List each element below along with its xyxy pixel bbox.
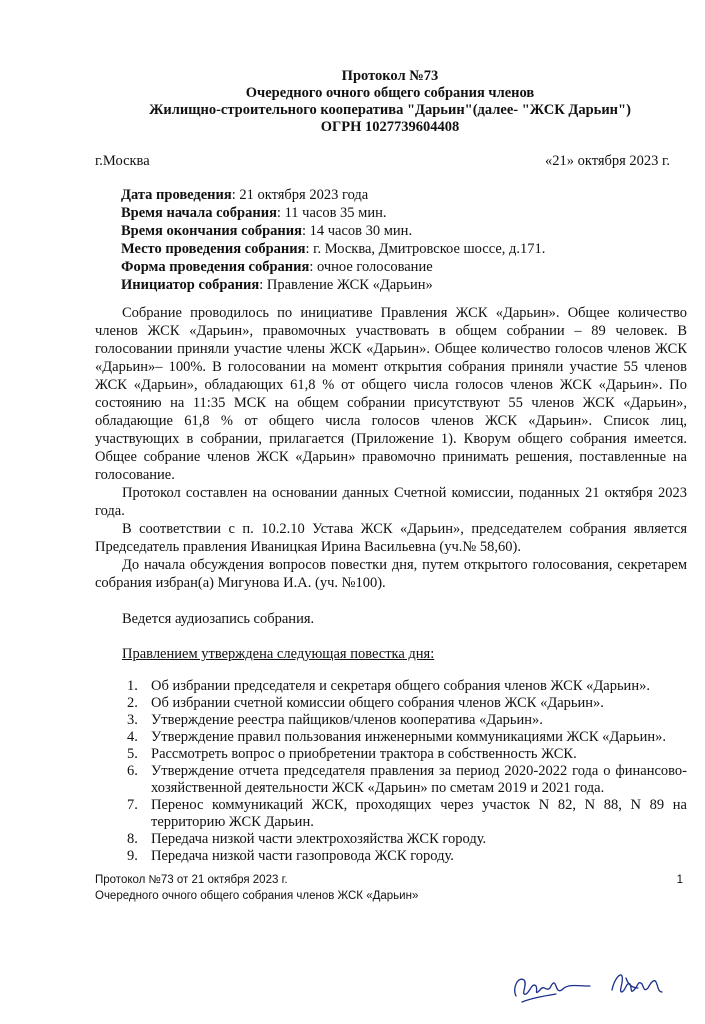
agenda-item-text: Передача низкой части газопровода ЖСК городу. [151,848,454,864]
document-header [60,68,705,136]
meeting-type: Очередного очного общего собрания членов [245,85,535,101]
meta-row [121,258,545,276]
agenda-item [95,848,687,865]
agenda-item-text: Об избрании счетной комиссии общего собрания членов ЖСК «Дарьин». [151,695,604,711]
secretary-signature [612,975,662,992]
meta-label: Дата проведения [121,187,232,203]
meta-value: : Правление ЖСК «Дарьин» [259,277,433,293]
meta-label: Форма проведения собрания [121,259,310,275]
agenda-item-text: Утверждение правил пользования инженерными коммуникациями ЖСК «Дарьин». [151,729,666,745]
meta-row [121,186,545,204]
agenda-item-number: 5. [127,746,138,762]
quorum-section [95,304,687,520]
meta-label: Время начала собрания [121,205,277,221]
signatures [508,962,678,1012]
agenda-item-number: 6. [127,763,138,779]
meta-value: : 21 октября 2023 года [231,187,369,203]
agenda-item-text: Утверждение отчета председателя правления за период 2020-2022 года о финансово-хозяйственной деятельности ЖСК «Дарьин» по сметам 2019 и 2021 года. [151,763,687,796]
ogrn: ОГРН 1027739604408 [320,119,460,135]
chairman-paragraph: В соответствии с п. 10.2.10 Устава ЖСК «Дарьин», председателем собрания является Председатель правления Иваницкая Ирина Васильевна (уч.№ 58,60). [95,521,687,555]
secretary-paragraph: До начала обсуждения вопросов повестки дня, путем открытого голосования, секретарем собрания избран(а) Мигунова И.А. (уч. №100). [95,557,687,591]
meta-value: : 14 часов 30 мин. [301,223,413,239]
agenda-item-number: 1. [127,678,138,694]
agenda-item [95,763,687,797]
agenda-item [95,831,687,848]
footer-protocol-line: Протокол №73 от 21 октября 2023 г. [95,874,288,886]
agenda-list [95,678,687,865]
agenda-title: Правлением утверждена следующая повестка дня: [122,646,435,662]
meta-row [121,204,545,222]
meta-row [121,240,545,258]
meta-label: Время окончания собрания [121,223,302,239]
document-date: «21» октября 2023 г. [544,153,670,169]
footer-meeting-line: Очередного очного общего собрания членов ЖСК «Дарьин» [95,890,419,902]
agenda-item-number: 3. [127,712,138,728]
meeting-details [121,186,545,294]
agenda-item [95,797,687,831]
agenda-item-text: Передача низкой части электрохозяйства ЖСК городу. [151,831,487,847]
agenda-item-text: Перенос коммуникаций ЖСК, проходящих через участок N 82, N 88, N 89 на территорию ЖСК Дарьин. [151,797,687,830]
agenda-item-text: Об избрании председателя и секретаря общего собрания членов ЖСК «Дарьин». [151,678,650,694]
agenda-item [95,729,687,746]
meta-label: Инициатор собрания [121,277,260,293]
agenda-item-text: Рассмотреть вопрос о приобретении трактора в собственность ЖСК. [151,746,577,762]
meta-value: : очное голосование [309,259,433,275]
meta-value: : 11 часов 35 мин. [276,205,387,221]
meta-row [121,276,545,294]
meta-row [121,222,545,240]
counting-commission-paragraph: Протокол составлен на основании данных Счетной комиссии, поданных 21 октября 2023 года. [95,485,687,519]
agenda-item-number: 4. [127,729,138,745]
agenda-item-number: 7. [127,797,138,813]
agenda-item-number: 9. [127,848,138,864]
quorum-paragraph: Собрание проводилось по инициативе Правления ЖСК «Дарьин». Общее количество членов ЖСК «Дарьин», правомочных участвовать в общем собрании – 89 человек. В голосовании приняли участие члены ЖСК «Дарьин». Общее количество голосов членов ЖСК «Дарьин»– 100%. В голосовании на момент открытия собрания приняли участие 55 членов ЖСК «Дарьин», обладающих 61,8 % от общего числа голосов членов ЖСК «Дарьин». По состоянию на 11:35 МСК на общем собрании присутствуют 55 членов ЖСК «Дарьин», обладающие 61,8 % от общего числа голосов членов ЖСК «Дарьин». Список лиц, участвующих в собрании, прилагается (Приложение 1). Кворум общего собрания имеется. Общее собрание членов ЖСК «Дарьин» правомочно принимать решения, поставленные на голосование. [95,305,687,483]
page-number: 1 [676,874,683,886]
meta-value: : г. Москва, Дмитровское шоссе, д.171. [305,241,546,257]
agenda-item [95,746,687,763]
agenda-item-number: 8. [127,831,138,847]
meta-label: Место проведения собрания [121,241,306,257]
agenda-item [95,712,687,729]
agenda-item-text: Утверждение реестра пайщиков/членов кооператива «Дарьин». [151,712,543,728]
agenda-item [95,678,687,695]
audio-recording-text: Ведется аудиозапись собрания. [122,611,315,627]
agenda-item-number: 2. [127,695,138,711]
chair-secretary-section [95,520,687,592]
agenda-heading [95,645,687,663]
page-footer [95,872,687,904]
cooperative-name: Жилищно-строительного кооператива "Дарьин"(далее- "ЖСК Дарьин") [149,102,631,118]
city: г.Москва [95,153,150,169]
audio-recording-note [95,610,687,628]
protocol-number: Протокол №73 [341,68,439,84]
chairman-signature [515,979,590,996]
agenda-item [95,695,687,712]
